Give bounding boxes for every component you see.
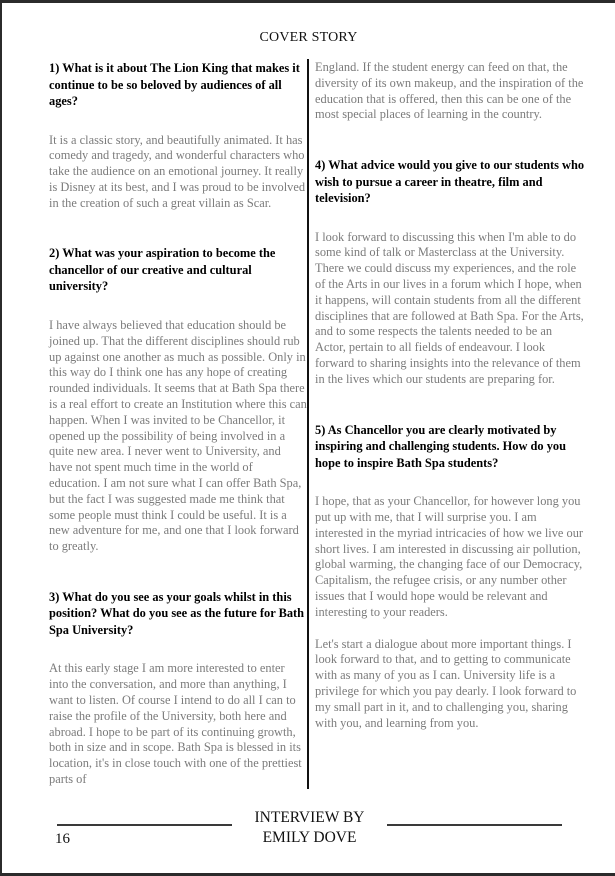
question-2: 2) What was your aspiration to become the chancellor of our creative and cultural university?: [49, 246, 276, 294]
answer-2: I have always believed that education should be joined up. That the different disciplines should rub up against one another as much as possible. Only in this way do I think one has any hope of creating rounded individuals. It seems that at Bath Spa there is a real effort to create an Institution where this can happen. When I was invited to be Chancellor, it opened up the possibility of being involved in a quite new area. I never went to University, and have not spent much time in the world of education. I am not sure what I can offer Bath Spa, but the fact I was suggested made me think that some people must think I could be useful. It is a new adventure for me, and one that I look forward to greatly.: [49, 317, 307, 554]
right-column: [315, 60, 585, 731]
byline-author: EMILY DOVE: [262, 829, 357, 846]
answer-5-paragraph-1: I hope, that as your Chancellor, for however long you put up with me, that I will surprise you. I am interested in the myriad intricacies of how we live our short lives. I am interested in discussing air pollution, global warming, the changing face of our Democracy, Capitalism, the refugee crisis, or any number other issues that I would hope would be relevant and interesting to your readers.: [315, 494, 584, 619]
answer-1: It is a classic story, and beautifully animated. It has comedy and tragedy, and wonderful characters who take the audience on an emotional journey. It really is Disney at its best, and I was proud to be involved in the creation of such a great villain as Scar.: [49, 132, 306, 210]
page-number: 16: [55, 831, 70, 847]
answer-4: I look forward to discussing this when I'm able to do some kind of talk or Masterclass at the University. There we could discuss my experiences, and the role of the Arts in our lives in a forum which I hope, when it happens, will contain students from all the different disciplines that are followed at Bath Spa. For the Arts, and to some respects the talents needed to be an Actor, pertain to all fields of endeavour. I look forward to sharing insights into the relevance of them in the lives which our students are preparing for.: [315, 229, 584, 386]
column-divider: [307, 59, 309, 789]
byline: [232, 808, 387, 848]
question-3: 3) What do you see as your goals whilst in this position? What do you see as the future for Bath Spa University?: [49, 589, 305, 637]
answer-5-paragraph-2: Let's start a dialogue about more important things. I look forward to that, and to getting to communicate with as many of you as I can. University life is a privilege for which you pay dearly. I look forward to my small part in it, and to challenging you, sharing with you, and learning from you.: [315, 636, 577, 730]
question-1: 1) What is it about The Lion King that makes it continue to be so beloved by audiences of all ages?: [49, 61, 300, 108]
question-5: 5) As Chancellor you are clearly motivated by inspiring and challenging students. How do you hope to inspire Bath Spa students?: [315, 422, 566, 470]
question-4: 4) What advice would you give to our students who wish to pursue a career in theatre, film and television?: [315, 158, 585, 206]
section-header: COVER STORY: [259, 30, 358, 45]
footer-rule-right: [387, 824, 562, 826]
magazine-page: [2, 3, 615, 873]
left-column: [49, 60, 307, 788]
answer-3: At this early stage I am more interested to enter into the conversation, and more than anything, I want to listen. Of course I intend to do all I can to raise the profile of the University, both here and abroad. I hope to be part of its continuing growth, both in size and in scope. Bath Spa is blessed in its location, it's in close touch with one of the prettiest parts of: [49, 661, 302, 787]
footer-rule-left: [57, 824, 232, 826]
byline-line-1: INTERVIEW BY: [254, 809, 365, 826]
answer-3-continued: England. If the student energy can feed on that, the diversity of its own makeup, and the inspiration of the education that is offered, then this can be one of the most special places of learning in the country.: [315, 60, 584, 122]
